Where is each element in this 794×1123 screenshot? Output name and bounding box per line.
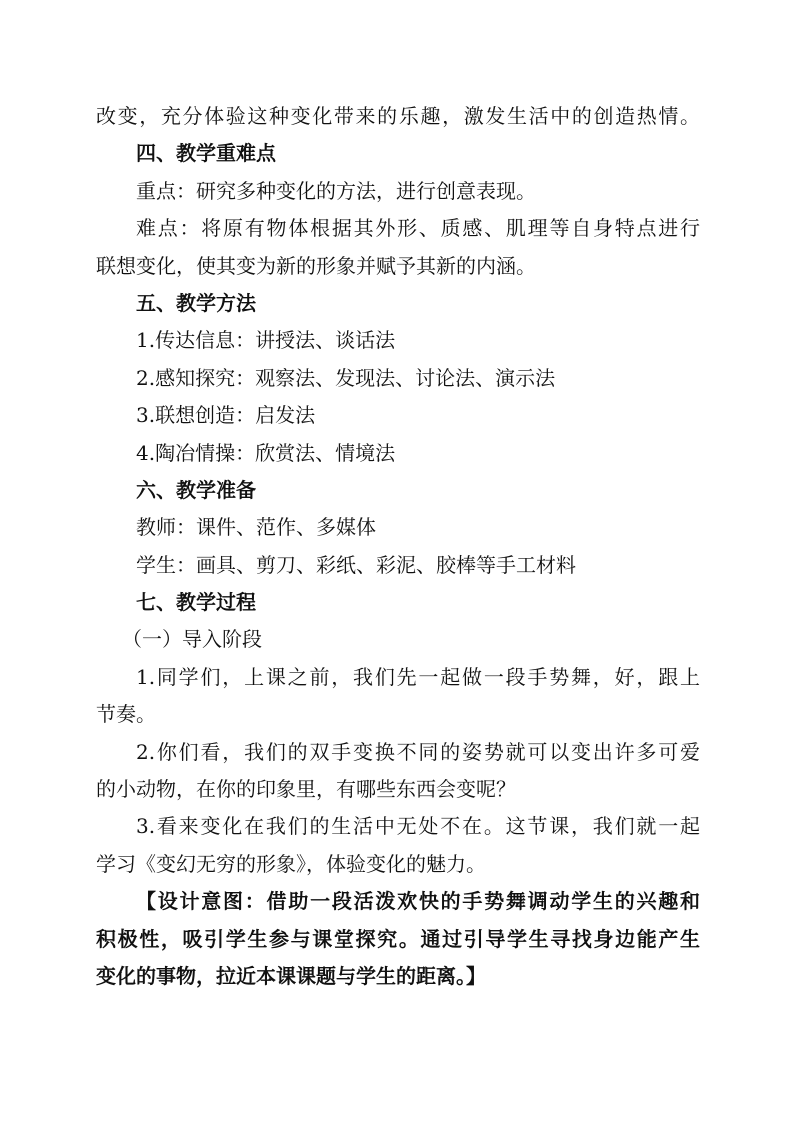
list-item: 3.联想创造：启发法 bbox=[136, 403, 316, 428]
paragraph-line: 3.看来变化在我们的生活中无处不在。这节课，我们就一起 bbox=[136, 814, 700, 839]
design-intent-line: 积极性，吸引学生参与课堂探究。通过引导学生寻找身边能产生 bbox=[96, 926, 700, 951]
section-heading-preparation: 六、教学准备 bbox=[136, 477, 256, 502]
list-item: 2.感知探究：观察法、发现法、讨论法、演示法 bbox=[136, 365, 556, 390]
paragraph-line: 节奏。 bbox=[96, 702, 156, 727]
paragraph-line: 难点：将原有物体根据其外形、质感、肌理等自身特点进行 bbox=[136, 216, 700, 241]
subsection-heading: （一）导入阶段 bbox=[122, 627, 262, 652]
paragraph-line: 改变，充分体验这种变化带来的乐趣，激发生活中的创造热情。 bbox=[96, 104, 700, 128]
document-body bbox=[96, 98, 700, 995]
design-intent-line: 变化的事物，拉近本课课题与学生的距离。】 bbox=[96, 963, 486, 988]
section-heading-key-points: 四、教学重难点 bbox=[136, 141, 276, 166]
paragraph-line: 学习《变幻无穷的形象》，体验变化的魅力。 bbox=[96, 851, 486, 876]
paragraph-line: 2.你们看，我们的双手变换不同的姿势就可以变出许多可爱 bbox=[136, 739, 700, 764]
design-intent-line: 【设计意图：借助一段活泼欢快的手势舞调动学生的兴趣和 bbox=[136, 889, 700, 914]
paragraph-line: 重点：研究多种变化的方法，进行创意表现。 bbox=[136, 178, 536, 203]
paragraph-line: 的小动物，在你的印象里，有哪些东西会变呢？ bbox=[96, 777, 516, 802]
list-item: 1.传达信息：讲授法、谈话法 bbox=[136, 328, 396, 353]
paragraph-line: 学生：画具、剪刀、彩纸、彩泥、胶棒等手工材料 bbox=[136, 552, 576, 577]
paragraph-line: 联想变化，使其变为新的形象并赋予其新的内涵。 bbox=[96, 253, 536, 278]
section-heading-process: 七、教学过程 bbox=[136, 590, 256, 615]
section-heading-methods: 五、教学方法 bbox=[136, 290, 256, 315]
list-item: 4.陶冶情操：欣赏法、情境法 bbox=[136, 440, 396, 465]
paragraph-line: 教师：课件、范作、多媒体 bbox=[136, 515, 376, 540]
paragraph-line: 1.同学们，上课之前，我们先一起做一段手势舞，好，跟上 bbox=[136, 664, 700, 689]
